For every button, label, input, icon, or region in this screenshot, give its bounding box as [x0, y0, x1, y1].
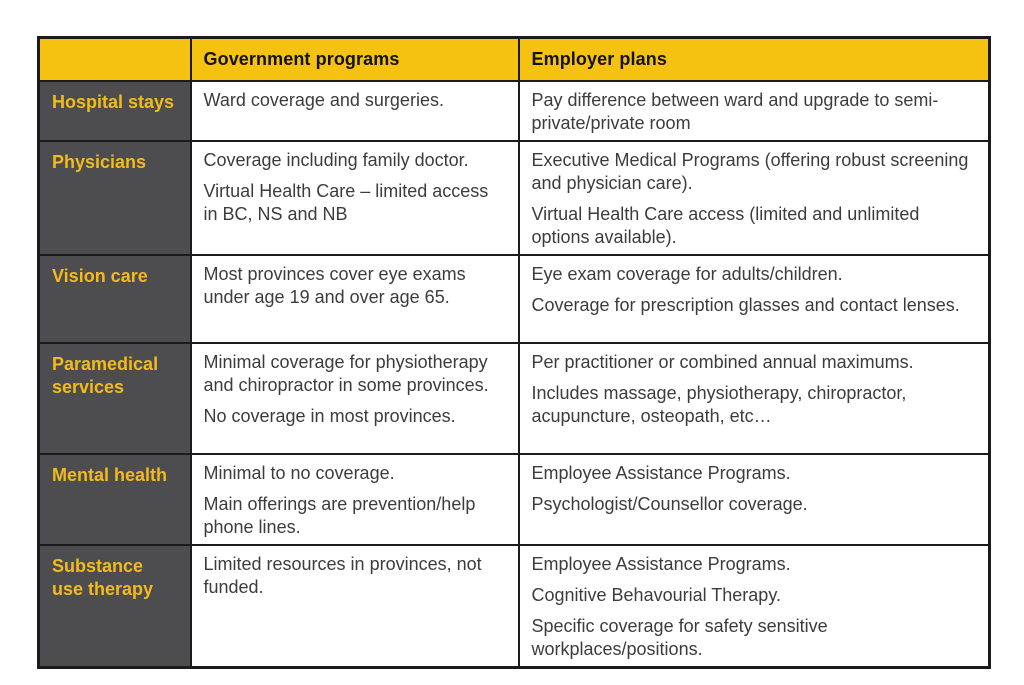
table-row: [39, 81, 990, 141]
column-header-employer: Employer plans: [519, 38, 990, 81]
cell-paragraph: Coverage for prescription glasses and contact lenses.: [531, 294, 960, 315]
column-header-government: Government programs: [191, 38, 519, 81]
employer-cell: [519, 454, 990, 545]
government-cell: [191, 141, 519, 255]
cell-paragraph: Includes massage, physiotherapy, chiropractor, acupuncture, osteopath, etc…: [531, 382, 907, 426]
cell-paragraph: Psychologist/Counsellor coverage.: [531, 493, 808, 514]
employer-cell: [519, 343, 990, 454]
benefits-comparison-table: [37, 36, 991, 669]
table-row: [39, 545, 990, 668]
government-cell: [191, 255, 519, 343]
cell-paragraph: Employee Assistance Programs.: [531, 553, 791, 574]
header-row: [39, 38, 990, 81]
cell-paragraph: Main offerings are prevention/help phone lines.: [203, 493, 476, 537]
government-cell: [191, 81, 519, 141]
cell-paragraph: Pay difference between ward and upgrade to semi-private/private room: [531, 89, 939, 133]
row-label: Paramedical services: [39, 343, 191, 454]
cell-paragraph: Minimal coverage for physiotherapy and chiropractor in some provinces.: [203, 351, 489, 395]
cell-paragraph: Per practitioner or combined annual maximums.: [531, 351, 914, 372]
row-label: Substance use therapy: [39, 545, 191, 668]
corner-cell: [39, 38, 191, 81]
cell-paragraph: Eye exam coverage for adults/children.: [531, 263, 843, 284]
row-label: Physicians: [39, 141, 191, 255]
government-cell: [191, 545, 519, 668]
cell-paragraph: Minimal to no coverage.: [203, 462, 395, 483]
table-row: [39, 454, 990, 545]
employer-cell: [519, 141, 990, 255]
table-row: [39, 255, 990, 343]
employer-cell: [519, 81, 990, 141]
table-row: [39, 343, 990, 454]
cell-paragraph: Most provinces cover eye exams under age 19 and over age 65.: [203, 263, 466, 307]
cell-paragraph: Executive Medical Programs (offering robust screening and physician care).: [531, 149, 969, 193]
cell-paragraph: Virtual Health Care – limited access in BC, NS and NB: [203, 180, 489, 224]
employer-cell: [519, 255, 990, 343]
table-row: [39, 141, 990, 255]
government-cell: [191, 343, 519, 454]
row-label: Vision care: [39, 255, 191, 343]
cell-paragraph: Ward coverage and surgeries.: [203, 89, 444, 110]
cell-paragraph: Employee Assistance Programs.: [531, 462, 791, 483]
employer-cell: [519, 545, 990, 668]
benefits-comparison-wrapper: [37, 36, 988, 669]
cell-paragraph: Coverage including family doctor.: [203, 149, 469, 170]
row-label: Hospital stays: [39, 81, 191, 141]
government-cell: [191, 454, 519, 545]
cell-paragraph: Limited resources in provinces, not funded.: [203, 553, 482, 597]
row-label: Mental health: [39, 454, 191, 545]
cell-paragraph: Cognitive Behavourial Therapy.: [531, 584, 781, 605]
cell-paragraph: Virtual Health Care access (limited and unlimited options available).: [531, 203, 920, 247]
cell-paragraph: No coverage in most provinces.: [203, 405, 456, 426]
table-body: [39, 81, 990, 668]
cell-paragraph: Specific coverage for safety sensitive workplaces/positions.: [531, 615, 828, 659]
